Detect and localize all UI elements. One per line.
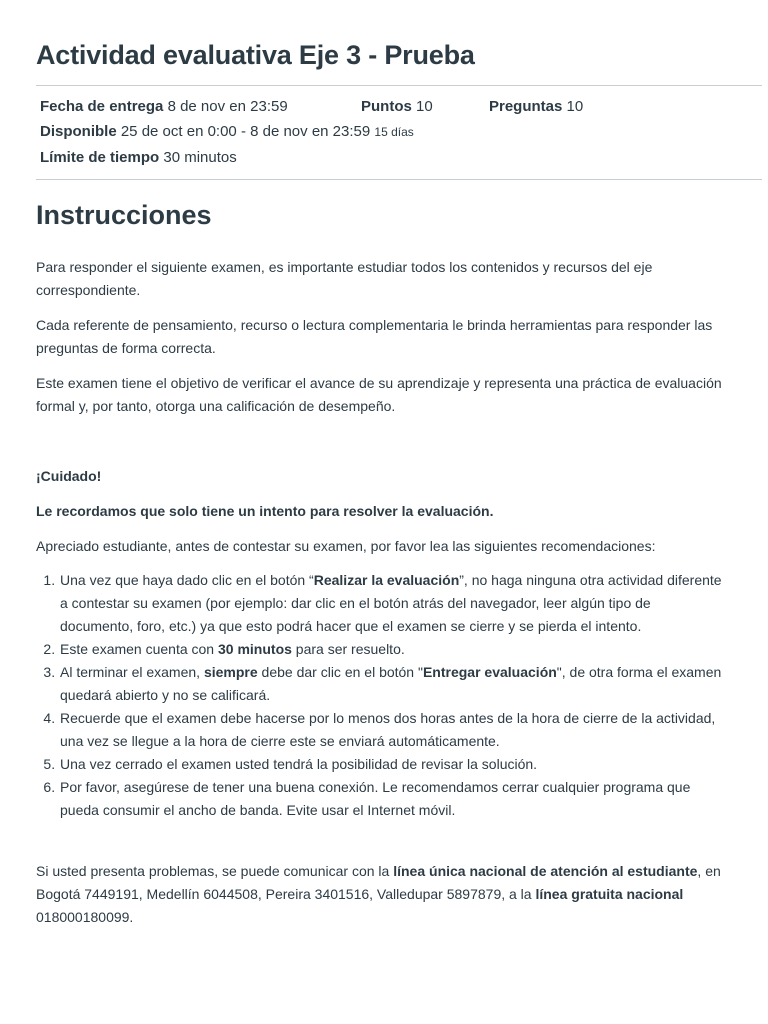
contact-text: Si usted presenta problemas, se puede comunicar con la	[36, 863, 394, 879]
list-item	[59, 776, 726, 822]
points	[361, 97, 433, 117]
list-item-text: debe dar clic en el botón "	[257, 664, 423, 680]
list-item	[59, 569, 726, 638]
instructions-paragraph-1: Para responder el siguiente examen, es importante estudiar todos los contenidos y recursos del eje correspondiente.	[36, 259, 653, 298]
questions-label: Preguntas	[489, 98, 563, 115]
questions	[489, 97, 583, 117]
contact-emphasis: línea gratuita nacional	[535, 886, 684, 902]
contact-text: , en Bogotá 7449191, Medellín 6044508, Pereira 3401516, Valledupar 5897879, a la	[36, 863, 721, 902]
header-divider	[36, 85, 762, 86]
list-item	[59, 661, 726, 707]
time-limit-label: Límite de tiempo	[40, 149, 160, 166]
list-item-emphasis: siempre	[203, 664, 258, 680]
recommendations-list	[36, 569, 726, 822]
list-item-emphasis: Realizar la evaluación	[313, 572, 460, 588]
list-item-text: para ser resuelto.	[291, 641, 405, 657]
instructions-paragraph-2: Cada referente de pensamiento, recurso o lectura complementaria le brinda herramientas para responder las preguntas de forma correcta.	[36, 317, 713, 356]
list-item-text: Este examen cuenta con	[60, 641, 218, 657]
list-item-emphasis: Entregar evaluación	[422, 664, 557, 680]
list-item-text: ”, no haga ninguna otra actividad diferente a contestar su examen (por ejemplo: dar clic en el botón atrás del navegador, leer algún tipo de documento, foro, etc.) ya que esto podrá hacer que el examen se cierre y se pierda el intento.	[60, 572, 722, 634]
available-days: 15 días	[374, 125, 414, 139]
available-value: 25 de oct en 0:00 - 8 de nov en 23:59	[120, 123, 371, 140]
list-item-text: ", de otra forma el examen quedará abierto y no se calificará.	[60, 664, 722, 703]
due-value: 8 de nov en 23:59	[167, 98, 288, 115]
list-item-text: Por favor, asegúrese de tener una buena conexión. Le recomendamos cerrar cualquier programa que pueda consumir el ancho de banda. Evite usar el Internet móvil.	[60, 779, 691, 818]
meta-divider	[36, 179, 762, 180]
due-label: Fecha de entrega	[40, 98, 164, 115]
questions-value: 10	[566, 98, 584, 115]
time-limit-value: 30 minutos	[163, 149, 237, 166]
list-item-emphasis: 30 minutos	[218, 641, 292, 657]
instructions-paragraph-3: Este examen tiene el objetivo de verificar el avance de su aprendizaje y representa una práctica de evaluación formal y, por tanto, otorga una calificación de desempeño.	[36, 375, 722, 414]
list-item	[59, 707, 726, 753]
contact-paragraph	[36, 860, 736, 929]
list-item-text: Una vez cerrado el examen usted tendrá la posibilidad de revisar la solución.	[60, 756, 538, 772]
due-date	[40, 97, 288, 117]
attempt-reminder: Le recordamos que solo tiene un intento para resolver la evaluación.	[36, 503, 494, 519]
page-title: Actividad evaluativa Eje 3 - Prueba	[36, 40, 475, 70]
contact-emphasis: línea única nacional de atención al estudiante	[393, 863, 698, 879]
meta-row-available	[40, 122, 414, 142]
list-item	[59, 638, 726, 661]
list-item-text: Al terminar el examen,	[60, 664, 204, 680]
contact-text: 018000180099.	[36, 909, 134, 925]
recommendations-intro: Apreciado estudiante, antes de contestar su examen, por favor lea las siguientes recomendaciones:	[36, 538, 656, 554]
points-label: Puntos	[361, 98, 412, 115]
list-item-text: Una vez que haya dado clic en el botón “	[60, 572, 314, 588]
list-item-text: Recuerde que el examen debe hacerse por lo menos dos horas antes de la hora de cierre de la actividad, una vez se llegue a la hora de cierre este se enviará automáticamente.	[60, 710, 716, 749]
list-item	[59, 753, 726, 776]
instructions-heading: Instrucciones	[36, 200, 212, 230]
meta-row-time-limit	[40, 148, 237, 168]
points-value: 10	[416, 98, 433, 115]
available-label: Disponible	[40, 123, 117, 140]
warning-text: ¡Cuidado!	[36, 468, 102, 484]
